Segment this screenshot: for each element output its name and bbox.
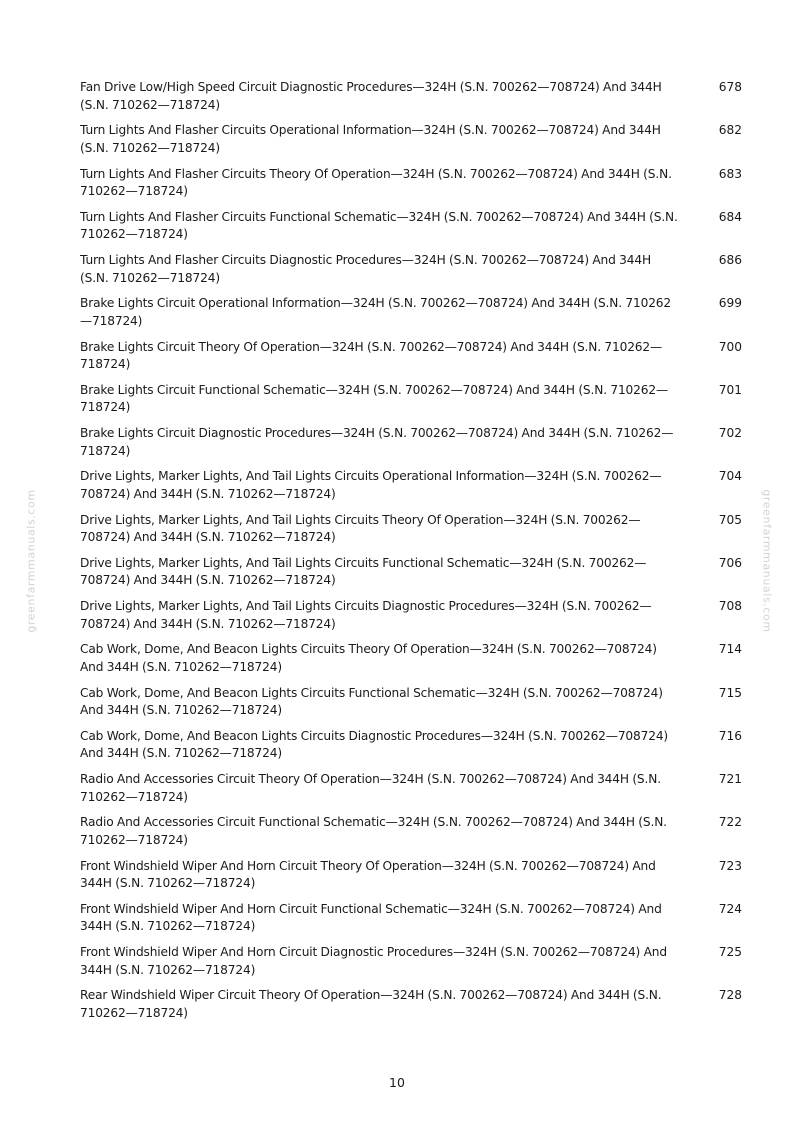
toc-entry[interactable] <box>80 685 742 728</box>
toc-entry-page[interactable]: 716 <box>718 728 742 743</box>
toc-entry-title[interactable]: Brake Lights Circuit Theory Of Operation—324H (S.N. 700262—708724) And 344H (S.N. 710262—718724) <box>80 339 663 371</box>
toc-entry-page[interactable]: 705 <box>718 512 742 527</box>
watermark-left-text: greenfarmmanuals.com <box>24 489 38 633</box>
toc-entry[interactable] <box>80 555 742 598</box>
toc-entry-page[interactable]: 700 <box>718 339 742 354</box>
page-number: 10 <box>389 1075 405 1090</box>
watermark-right <box>760 486 774 636</box>
toc-entry-page[interactable]: 682 <box>718 123 742 138</box>
toc-entry-title[interactable]: Radio And Accessories Circuit Functional Schematic—324H (S.N. 700262—708724) And 344H (S.N. 710262—718724) <box>80 815 667 847</box>
toc-entry-page[interactable]: 699 <box>718 296 742 311</box>
toc-entry[interactable] <box>80 166 742 209</box>
toc-entry[interactable] <box>80 987 742 1030</box>
toc-entry[interactable] <box>80 512 742 555</box>
toc-entry-title[interactable]: Radio And Accessories Circuit Theory Of Operation—324H (S.N. 700262—708724) And 344H (S.N. 710262—718724) <box>80 772 661 804</box>
toc-entry-title[interactable]: Fan Drive Low/High Speed Circuit Diagnostic Procedures—324H (S.N. 700262—708724) And 344H (S.N. 710262—718724) <box>80 80 662 112</box>
toc-entry-page[interactable]: 714 <box>718 642 742 657</box>
toc-entry-page[interactable]: 704 <box>718 469 742 484</box>
toc-entry-title[interactable]: Cab Work, Dome, And Beacon Lights Circuits Theory Of Operation—324H (S.N. 700262—708724) And 344H (S.N. 710262—718724) <box>80 642 657 674</box>
toc-entry-title[interactable]: Brake Lights Circuit Diagnostic Procedures—324H (S.N. 700262—708724) And 344H (S.N. 710262—718724) <box>80 426 674 458</box>
table-of-contents <box>80 79 742 1031</box>
watermark-left <box>24 486 38 636</box>
toc-entry-page[interactable]: 708 <box>718 599 742 613</box>
watermark-right-text: greenfarmmanuals.com <box>760 489 774 633</box>
toc-entry-page[interactable]: 686 <box>718 253 742 267</box>
toc-entry-title[interactable]: Turn Lights And Flasher Circuits Operational Information—324H (S.N. 700262—708724) And 344H (S.N. 710262—718724) <box>80 123 661 155</box>
toc-entry-title[interactable]: Rear Windshield Wiper Circuit Theory Of Operation—324H (S.N. 700262—708724) And 344H (S.N. 710262—718724) <box>80 988 662 1020</box>
toc-entry-page[interactable]: 728 <box>718 988 742 1003</box>
toc-entry-title[interactable]: Cab Work, Dome, And Beacon Lights Circuits Functional Schematic—324H (S.N. 700262—708724) And 344H (S.N. 710262—718724) <box>80 685 663 717</box>
toc-entry-page[interactable]: 706 <box>718 555 742 570</box>
toc-entry[interactable] <box>80 295 742 338</box>
toc-entry[interactable] <box>80 728 742 771</box>
toc-entry-page[interactable]: 715 <box>718 685 742 700</box>
toc-entry[interactable] <box>80 209 742 252</box>
toc-entry-page[interactable]: 724 <box>718 901 742 916</box>
toc-entry-title[interactable]: Drive Lights, Marker Lights, And Tail Lights Circuits Functional Schematic—324H (S.N. 700262—708724) And 344H (S.N. 710262—718724) <box>80 555 647 588</box>
toc-entry-title[interactable]: Drive Lights, Marker Lights, And Tail Lights Circuits Operational Information—324H (S.N. 700262—708724) And 344H (S.N. 710262—718724) <box>80 469 662 501</box>
toc-entry-page[interactable]: 701 <box>718 382 742 397</box>
toc-entry-title[interactable]: Cab Work, Dome, And Beacon Lights Circuits Diagnostic Procedures—324H (S.N. 700262—708724) And 344H (S.N. 710262—718724) <box>80 728 669 761</box>
toc-entry-page[interactable]: 723 <box>718 858 742 873</box>
toc-entry[interactable] <box>80 901 742 944</box>
toc-entry[interactable] <box>80 771 742 814</box>
toc-entry-title[interactable]: Brake Lights Circuit Functional Schematic—324H (S.N. 700262—708724) And 344H (S.N. 710262—718724) <box>80 382 669 415</box>
toc-entry-page[interactable]: 725 <box>718 945 742 959</box>
toc-entry[interactable] <box>80 814 742 857</box>
toc-entry[interactable] <box>80 79 742 122</box>
toc-entry[interactable] <box>80 468 742 511</box>
toc-entry-title[interactable]: Drive Lights, Marker Lights, And Tail Lights Circuits Theory Of Operation—324H (S.N. 700262—708724) And 344H (S.N. 710262—718724) <box>80 512 641 544</box>
toc-entry[interactable] <box>80 339 742 382</box>
toc-entry[interactable] <box>80 944 742 987</box>
toc-entry-title[interactable]: Drive Lights, Marker Lights, And Tail Lights Circuits Diagnostic Procedures—324H (S.N. 700262—708724) And 344H (S.N. 710262—718724) <box>80 599 652 631</box>
toc-entry-title[interactable]: Turn Lights And Flasher Circuits Functional Schematic—324H (S.N. 700262—708724) And 344H (S.N. 710262—718724) <box>80 209 678 242</box>
toc-entry[interactable] <box>80 641 742 684</box>
toc-entry-title[interactable]: Front Windshield Wiper And Horn Circuit Diagnostic Procedures—324H (S.N. 700262—708724) And 344H (S.N. 710262—718724) <box>80 945 667 977</box>
toc-entry-title[interactable]: Front Windshield Wiper And Horn Circuit Theory Of Operation—324H (S.N. 700262—708724) And 344H (S.N. 710262—718724) <box>80 858 656 890</box>
toc-entry-page[interactable]: 722 <box>718 815 742 830</box>
toc-entry-page[interactable]: 683 <box>718 166 742 181</box>
toc-entry[interactable] <box>80 598 742 641</box>
toc-entry-title[interactable]: Brake Lights Circuit Operational Information—324H (S.N. 700262—708724) And 344H (S.N. 710262—718724) <box>80 296 672 328</box>
toc-entry[interactable] <box>80 382 742 425</box>
toc-entry-page[interactable]: 684 <box>718 209 742 224</box>
toc-entry-title[interactable]: Front Windshield Wiper And Horn Circuit Functional Schematic—324H (S.N. 700262—708724) And 344H (S.N. 710262—718724) <box>80 901 662 934</box>
toc-entry-page[interactable]: 702 <box>718 426 742 440</box>
toc-entry-page[interactable]: 678 <box>718 80 742 94</box>
toc-entry[interactable] <box>80 252 742 295</box>
toc-entry[interactable] <box>80 122 742 165</box>
toc-entry-title[interactable]: Turn Lights And Flasher Circuits Theory Of Operation—324H (S.N. 700262—708724) And 344H (S.N. 710262—718724) <box>80 166 672 198</box>
toc-entry-page[interactable]: 721 <box>718 772 742 786</box>
toc-entry[interactable] <box>80 858 742 901</box>
toc-entry[interactable] <box>80 425 742 468</box>
toc-entry-title[interactable]: Turn Lights And Flasher Circuits Diagnostic Procedures—324H (S.N. 700262—708724) And 344H (S.N. 710262—718724) <box>80 253 651 285</box>
